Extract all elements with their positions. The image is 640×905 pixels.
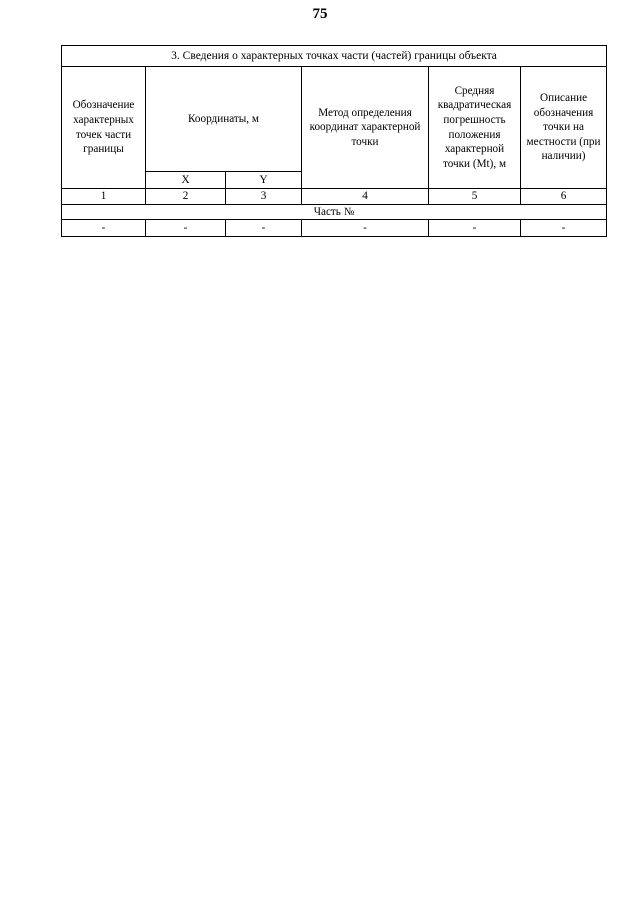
table-cell: -: [302, 220, 429, 237]
column-number: 1: [62, 189, 146, 205]
table-cell: -: [429, 220, 521, 237]
header-coordinates: Координаты, м: [146, 67, 302, 172]
column-number: 2: [146, 189, 226, 205]
page-number: 75: [312, 6, 328, 22]
header-y: Y: [226, 172, 302, 189]
header-error: Средняя квадратическая погрешность положения характерной точки (Mt), м: [429, 67, 521, 189]
part-label: Часть №: [62, 204, 607, 220]
header-method: Метод определения координат характерной точки: [302, 67, 429, 189]
header-designation: Обозначение характерных точек части границы: [62, 67, 146, 189]
table-cell: -: [226, 220, 302, 237]
column-number: 3: [226, 189, 302, 205]
table-cell: -: [62, 220, 146, 237]
table-row: [62, 220, 607, 237]
column-number: 4: [302, 189, 429, 205]
section-title: 3. Сведения о характерных точках части (частей) границы объекта: [62, 46, 607, 67]
table-cell: -: [146, 220, 226, 237]
characteristic-points-table: [61, 45, 607, 237]
column-number: 5: [429, 189, 521, 205]
header-description: Описание обозначения точки на местности (при наличии): [521, 67, 607, 189]
table-cell: -: [521, 220, 607, 237]
column-number: 6: [521, 189, 607, 205]
header-x: X: [146, 172, 226, 189]
